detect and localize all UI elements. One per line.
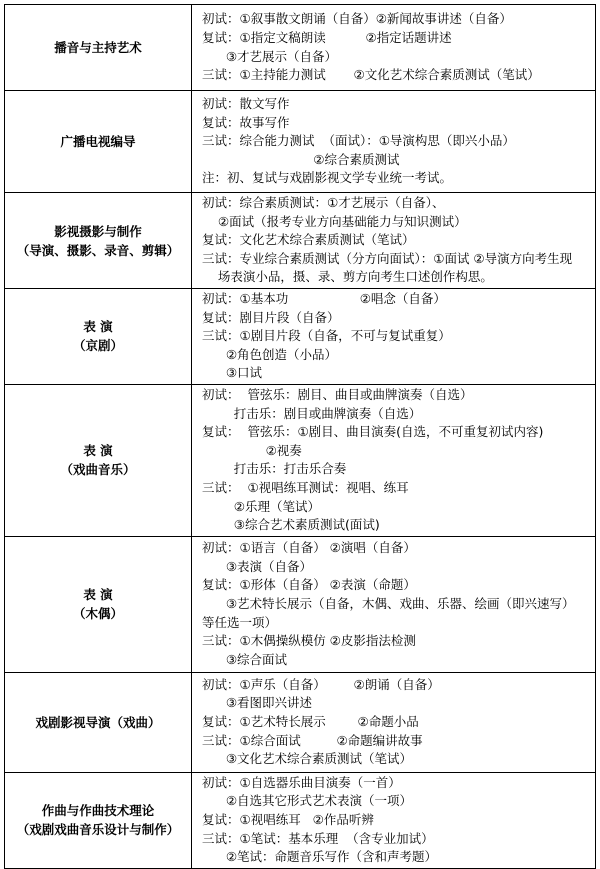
exam-note: 注：初、复试与戏剧影视文学专业统一考试。	[202, 170, 453, 186]
exam-content-cell	[192, 536, 596, 672]
exam-line: ②综合素质测试	[202, 151, 400, 167]
exam-line: 打击乐：剧目或曲牌演奏（自选）	[202, 405, 422, 421]
exam-line: ③才艺展示（自备）	[202, 48, 338, 64]
exam-line: 复试：①指定文稿朗读 ②指定话题讲述	[202, 29, 452, 45]
table-row	[5, 672, 596, 772]
exam-line: ③艺术特长展示（自备，木偶、戏曲、乐器、绘画（即兴速写）	[202, 595, 575, 611]
exam-line: 初试：①自选器乐曲目演奏（一首）	[202, 774, 401, 790]
exam-line: ③综合艺术素质测试(面试)	[202, 517, 380, 533]
exam-line: 复试：①形体（自备） ②表演（命题）	[202, 577, 416, 593]
major-subtitle: （木偶）	[72, 606, 123, 622]
exam-line: 初试：①基本功 ②唱念（自备）	[202, 291, 446, 306]
exam-line: 三试：专业综合素质测试（分方向面试）：①面试 ②导演方向考生现	[202, 250, 573, 266]
major-cell	[5, 289, 192, 385]
exam-content-cell	[192, 91, 596, 193]
major-cell	[5, 193, 192, 289]
exam-line: 复试：剧目片段（自备）	[202, 309, 340, 325]
exam-line: 复试：文化艺术综合素质测试（笔试）	[202, 232, 415, 248]
exam-line: 打击乐：打击乐合奏	[202, 461, 347, 477]
table-row	[5, 384, 596, 536]
exam-line: 复试：①艺术特长展示 ②命题小品	[202, 713, 419, 729]
exam-line: 初试：综合素质测试：①才艺展示（自备）、	[202, 195, 445, 211]
major-name: 表 演	[83, 319, 113, 335]
exam-line: ③口试	[202, 365, 263, 381]
exam-content-cell	[192, 289, 596, 385]
major-cell	[5, 536, 192, 672]
exam-content-cell	[192, 384, 596, 536]
exam-line: 初试：①声乐（自备） ②朗诵（自备）	[202, 676, 440, 692]
exam-line: 三试：①综合面试 ②命题编讲故事	[202, 732, 423, 748]
major-name: 广播电视编导	[60, 134, 136, 149]
exam-line: ②面试（报考专业方向基础能力与知识测试）	[202, 213, 467, 229]
table-row	[5, 536, 596, 672]
major-name: 表 演	[83, 443, 113, 459]
table-row	[5, 289, 596, 385]
table-row	[5, 91, 596, 193]
major-name: 影视摄影与制作	[54, 223, 142, 239]
exam-subjects-table	[4, 4, 596, 869]
exam-content-cell	[192, 772, 596, 868]
major-name: 表 演	[83, 587, 113, 603]
exam-line: ③综合面试	[202, 651, 288, 667]
exam-line: ②笔试：命题音乐写作（含和声考题）	[202, 849, 438, 865]
exam-line: 初试：散文写作	[202, 96, 290, 112]
major-subtitle: （京剧）	[72, 338, 123, 354]
major-cell	[5, 91, 192, 193]
major-subtitle: （戏曲音乐）	[60, 462, 136, 478]
major-name: 作曲与作曲技术理论	[41, 803, 155, 819]
major-cell	[5, 772, 192, 868]
major-cell	[5, 672, 192, 772]
major-cell	[5, 384, 192, 536]
exam-line: 初试： 管弦乐：剧目、曲目或曲牌演奏（自选）	[202, 386, 473, 402]
exam-line: ②角色创造（小品）	[202, 346, 338, 362]
exam-line: ②视奏	[202, 442, 302, 458]
major-name: 播音与主持艺术	[54, 40, 142, 55]
exam-line: ③表演（自备）	[202, 558, 313, 574]
table-row	[5, 193, 596, 289]
major-cell	[5, 5, 192, 91]
exam-line: 三试：综合能力测试 （面试）：①导演构思（即兴小品）	[202, 133, 515, 149]
exam-content-cell	[192, 193, 596, 289]
exam-line: 复试： 管弦乐：①剧目、曲目演奏(自选，不可重复初试内容)	[202, 424, 544, 440]
exam-line: ③看图即兴讲述	[202, 695, 313, 711]
exam-line: 三试：①剧目片段（自备，不可与复试重复）	[202, 328, 451, 344]
exam-line: 场表演小品，摄、录、剪方向考生口述创作构思。	[202, 269, 493, 285]
exam-line: 三试：①木偶操纵模仿 ②皮影指法检测	[202, 633, 416, 649]
major-subtitle: （导演、摄影、录音、剪辑）	[16, 242, 180, 258]
exam-line: 三试： ①视唱练耳测试：视唱、练耳	[202, 479, 409, 495]
major-subtitle: （戏剧戏曲音乐设计与制作）	[16, 822, 180, 838]
exam-line: ②自选其它形式艺术表演（一项）	[202, 793, 413, 809]
exam-line: ②乐理（笔试）	[202, 498, 320, 514]
exam-content-cell	[192, 672, 596, 772]
exam-line: 三试：①主持能力测试 ②文化艺术综合素质测试（笔试）	[202, 67, 540, 83]
exam-content-cell	[192, 5, 596, 91]
exam-line: 等任选一项）	[202, 614, 278, 630]
exam-line: 三试：①笔试：基本乐理 （含专业加试）	[202, 830, 434, 846]
table-row	[5, 772, 596, 868]
exam-line: 复试：①视唱练耳 ②作品听辨	[202, 811, 374, 827]
exam-line: 复试：故事写作	[202, 114, 290, 130]
exam-line: 初试：①语言（自备） ②演唱（自备）	[202, 540, 416, 556]
exam-line: 初试：①叙事散文朗诵（自备）②新闻故事讲述（自备）	[202, 11, 512, 27]
major-name: 戏剧影视导演（戏曲）	[35, 714, 161, 730]
exam-line: ③文化艺术综合素质测试（笔试）	[202, 751, 413, 767]
table-row	[5, 5, 596, 91]
